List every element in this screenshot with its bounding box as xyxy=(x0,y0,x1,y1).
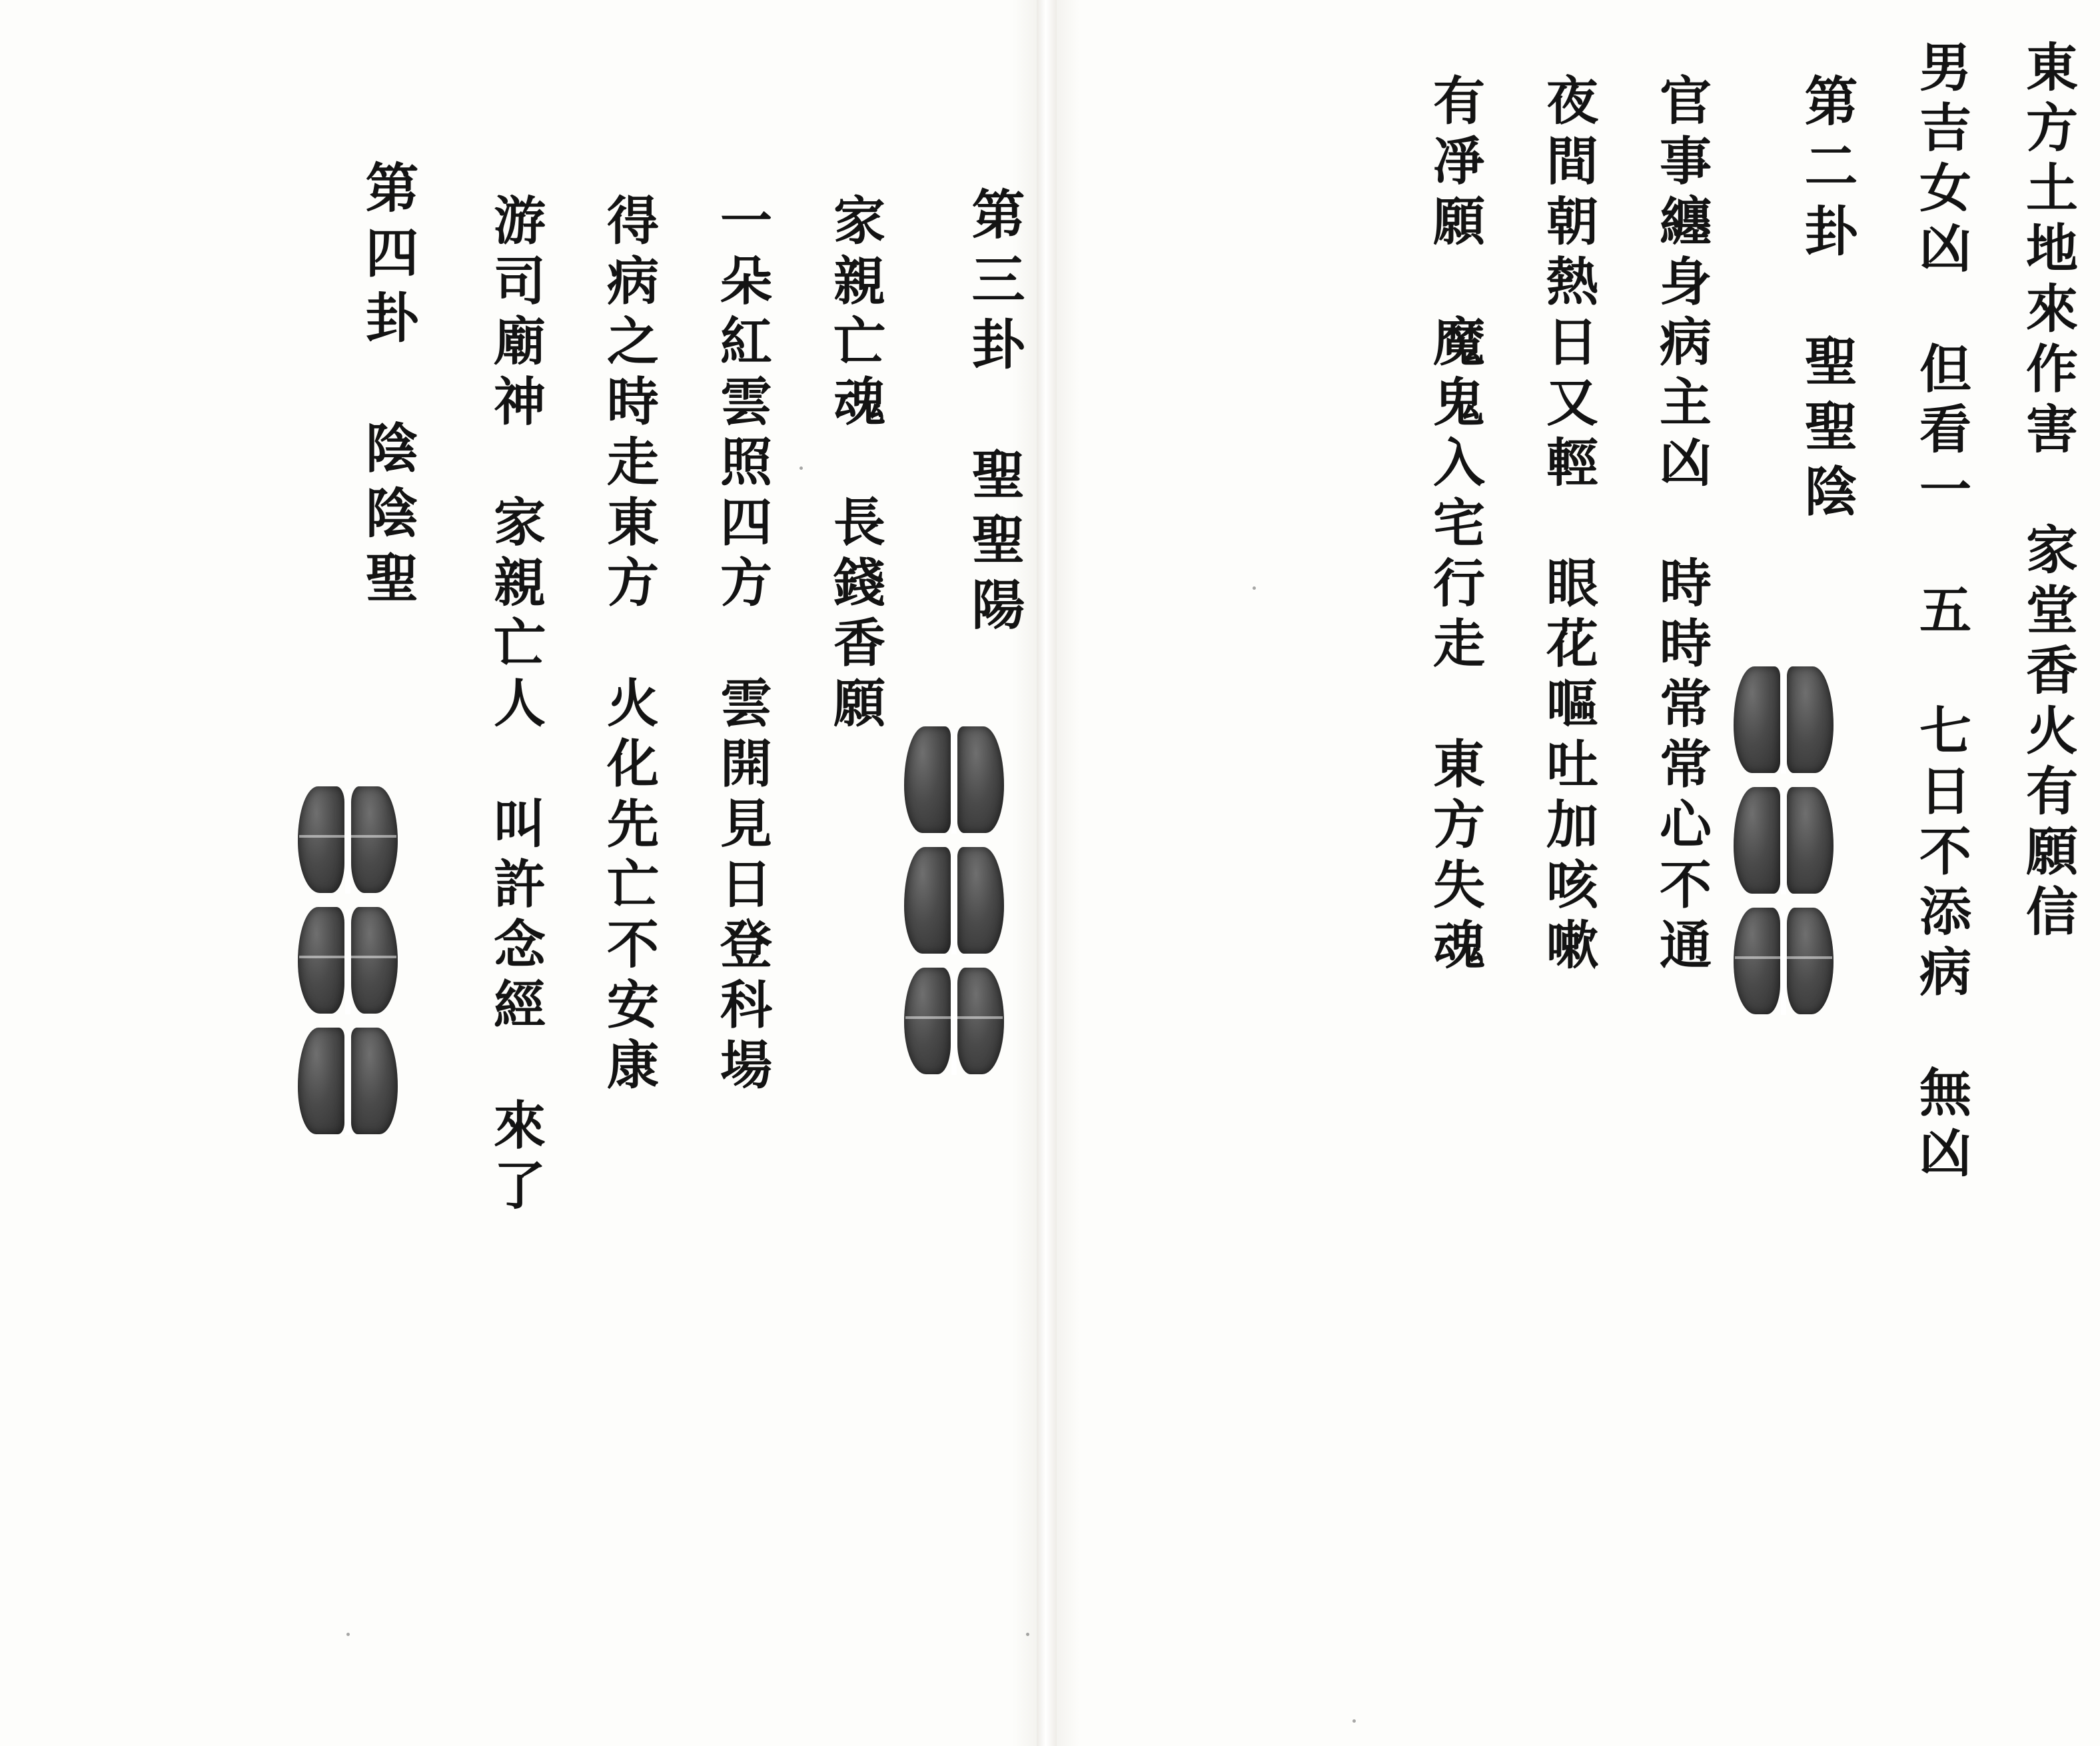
paper-speck xyxy=(1253,586,1256,590)
block-pair-1 xyxy=(904,726,1004,836)
block-pair-2 xyxy=(1734,787,1834,897)
block-seam xyxy=(345,910,350,1014)
block-half-left xyxy=(904,968,951,1074)
hexagram-2-heading: 第二卦 聖聖陰 xyxy=(1796,73,1858,529)
block-crossline xyxy=(299,835,396,838)
block-half-left xyxy=(298,786,344,893)
block-half-right xyxy=(1787,908,1834,1014)
block-pair-2 xyxy=(298,907,398,1017)
block-half-right xyxy=(1787,666,1834,773)
right-column-2: 男吉女凶 但看一 五 七日不添病 無凶 xyxy=(1911,40,1971,1186)
block-crossline xyxy=(905,1016,1003,1019)
book-gutter xyxy=(1037,0,1057,1746)
block-seam xyxy=(951,729,957,834)
right-column-4: 官事纏身病主凶 時時常常心不通 xyxy=(1651,73,1712,978)
block-half-right xyxy=(957,968,1004,1074)
block-seam xyxy=(1781,790,1786,894)
block-half-left xyxy=(1734,787,1780,894)
block-seam xyxy=(1781,669,1786,774)
block-crossline xyxy=(299,956,396,958)
left-column-4: 得病之時走東方 火化先亡不安康 xyxy=(598,193,659,1098)
block-pair-3 xyxy=(904,968,1004,1078)
paper-speck xyxy=(799,466,803,470)
block-half-right xyxy=(351,907,398,1014)
paper-speck xyxy=(346,1633,350,1636)
paper-speck xyxy=(1352,1719,1356,1723)
hexagram-3-blocks xyxy=(904,726,1004,1088)
block-half-right xyxy=(957,847,1004,954)
block-half-right xyxy=(351,1028,398,1134)
block-pair-1 xyxy=(1734,666,1834,776)
block-half-right xyxy=(351,786,398,893)
block-seam xyxy=(345,1030,350,1135)
hexagram-4-heading: 第四卦 陰陰聖 xyxy=(356,160,419,616)
block-seam xyxy=(951,970,957,1075)
block-seam xyxy=(1781,910,1786,1015)
block-half-left xyxy=(1734,908,1780,1014)
left-column-2: 家親亡魂 長錢香願 xyxy=(825,193,885,736)
paper-speck xyxy=(1026,1633,1029,1636)
block-pair-3 xyxy=(1734,908,1834,1018)
left-column-5: 游司廟神 家親亡人 叫許念經 來了 xyxy=(485,193,546,1219)
block-half-left xyxy=(904,726,951,833)
block-crossline xyxy=(1735,956,1832,959)
block-half-left xyxy=(298,907,344,1014)
hexagram-2-blocks xyxy=(1734,666,1834,1028)
block-half-right xyxy=(957,726,1004,833)
block-seam xyxy=(345,789,350,894)
block-half-left xyxy=(904,847,951,954)
hexagram-4-blocks xyxy=(298,786,398,1148)
block-pair-3 xyxy=(298,1028,398,1138)
right-column-6: 有凈願 魔鬼入宅行走 東方失魂 xyxy=(1424,73,1485,978)
right-column-1: 東方土地來作害 家堂香火有願信 xyxy=(2017,40,2078,945)
right-column-5: 夜間朝熱日又輕 眼花嘔吐加咳嗽 xyxy=(1538,73,1598,978)
block-pair-1 xyxy=(298,786,398,896)
block-pair-2 xyxy=(904,847,1004,957)
block-half-left xyxy=(1734,666,1780,773)
hexagram-3-heading: 第三卦 聖聖陽 xyxy=(963,187,1025,642)
block-half-left xyxy=(298,1028,344,1134)
block-half-right xyxy=(1787,787,1834,894)
block-seam xyxy=(951,850,957,954)
left-column-3: 一朵紅雲照四方 雲開見日登科場 xyxy=(712,193,772,1098)
